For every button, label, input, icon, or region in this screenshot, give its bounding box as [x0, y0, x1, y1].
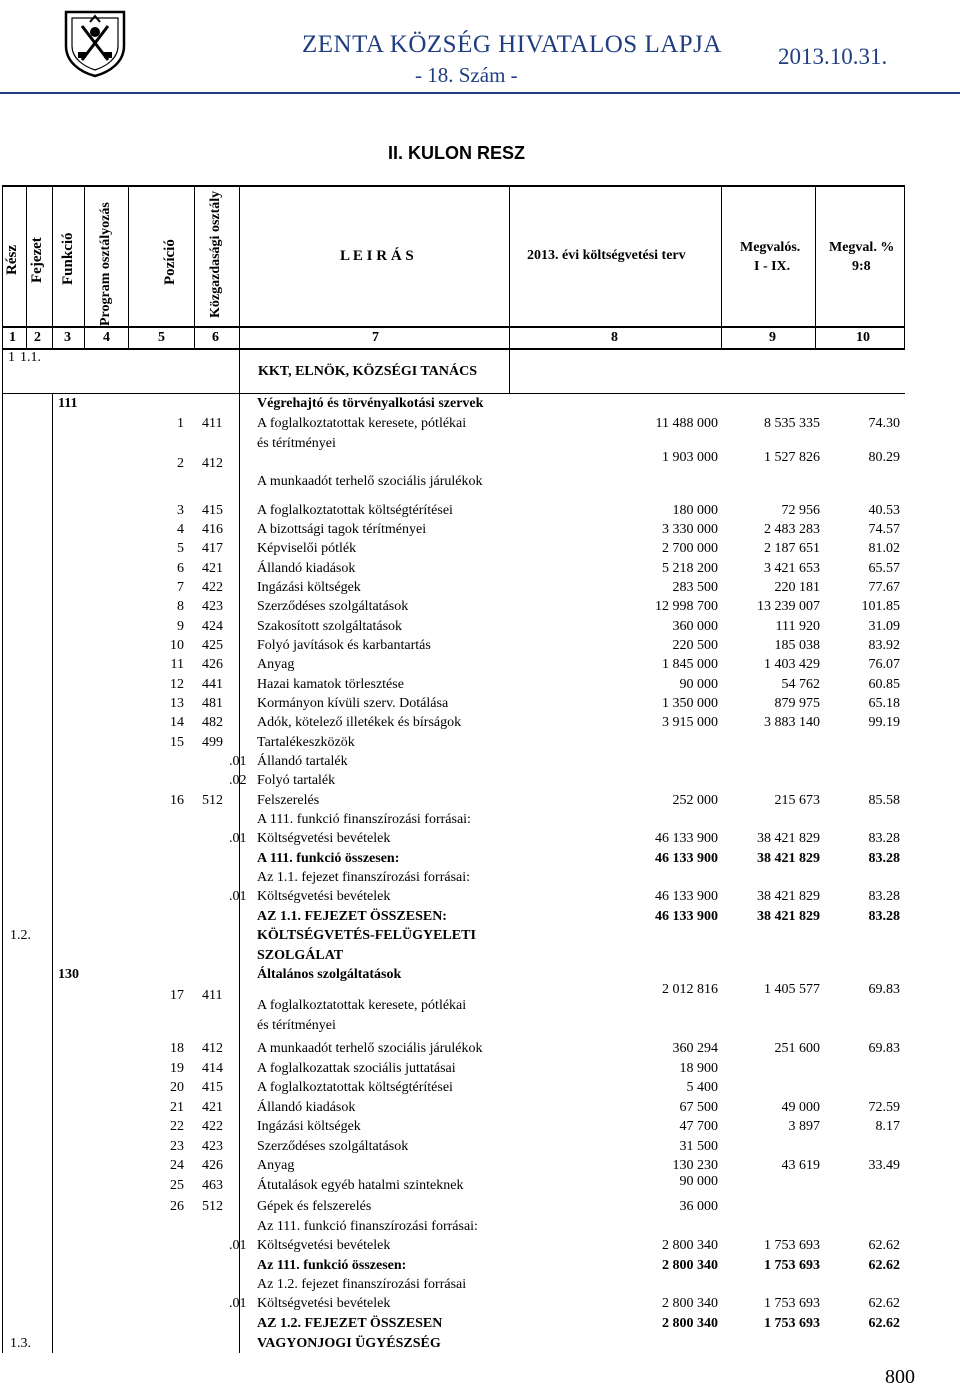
row-pozicio: 19 [170, 1061, 184, 1076]
row-kozgazd: 463 [202, 1178, 223, 1193]
row-funkcio: 111 [58, 396, 78, 411]
row-pct: 62.62 [868, 1316, 900, 1331]
row-actual: 1 753 693 [764, 1238, 820, 1253]
row-pct: 83.28 [868, 851, 900, 866]
row-description: Állandó kiadások [257, 561, 356, 576]
col-divider-pozicio [194, 185, 195, 349]
row-kozgazd: 425 [202, 638, 223, 653]
row-actual: 3 421 653 [764, 561, 820, 576]
row-pozicio: 7 [177, 580, 184, 595]
row-kozgazd: 421 [202, 561, 223, 576]
row-plan: 67 500 [679, 1100, 718, 1115]
row-description: Az 111. funkció finanszírozási forrásai: [257, 1219, 478, 1234]
row-pct: 83.92 [868, 638, 900, 653]
row-plan: 36 000 [679, 1199, 718, 1214]
row-kozgazd: 412 [202, 456, 223, 471]
col-header-pct: Megval. % [829, 240, 895, 255]
col-number: 5 [158, 330, 165, 345]
col-number: 6 [212, 330, 219, 345]
colnum-bottom-border [2, 348, 905, 350]
row-plan: 180 000 [672, 503, 718, 518]
row-description: Állandó kiadások [257, 1100, 356, 1115]
row-plan: 2 012 816 [662, 982, 718, 997]
row-kozgazd: 481 [202, 696, 223, 711]
row-description: Kormányon kívüli szerv. Dotálása [257, 696, 449, 711]
header-bottom-border [2, 326, 905, 328]
col-header-terv: 2013. évi költségvetési terv [527, 248, 686, 263]
row-kozgazd: .01 [229, 1296, 247, 1311]
row-kozgazd: .01 [229, 754, 247, 769]
row-description-cont: és térítményei [257, 436, 336, 451]
row-pct: 74.30 [868, 416, 900, 431]
row-actual: 1 405 577 [764, 982, 820, 997]
row-kozgazd: 421 [202, 1100, 223, 1115]
section-title: II. KULON RESZ [388, 143, 526, 163]
col-divider-fejezet [52, 185, 53, 349]
row-fejezet: 1.2. [10, 928, 31, 943]
row-kozgazd: 423 [202, 1139, 223, 1154]
row-kozgazd: 414 [202, 1061, 223, 1076]
row-pozicio: 18 [170, 1041, 184, 1056]
col-number: 4 [103, 330, 110, 345]
row-pct: 85.58 [868, 793, 900, 808]
row-plan: 2 800 340 [662, 1316, 718, 1331]
row-kozgazd: 415 [202, 503, 223, 518]
row-pct: 101.85 [861, 599, 900, 614]
row-plan: 3 915 000 [662, 715, 718, 730]
row-plan: 1 845 000 [662, 657, 718, 672]
row-plan: 130 230 [672, 1158, 718, 1173]
row-pozicio: 24 [170, 1158, 184, 1173]
col-header-fejezet: Fejezet [29, 237, 45, 283]
row-description: A foglalkoztatottak keresete, pótlékai [257, 416, 467, 431]
row-kozgazd: 441 [202, 677, 223, 692]
row-description: AZ 1.1. FEJEZET ÖSSZESEN: [257, 909, 447, 924]
row-pct: 69.83 [868, 982, 900, 997]
table-right-border [904, 185, 905, 349]
row-description: Végrehajtó és törvényalkotási szervek [257, 396, 484, 411]
row-kozgazd: 482 [202, 715, 223, 730]
header-rule [0, 92, 960, 94]
row-pct: 62.62 [868, 1258, 900, 1273]
col-header-funkcio: Funkció [60, 232, 76, 285]
row-kozgazd: 426 [202, 657, 223, 672]
col-header-kozgazd: Közgazdasági osztály [208, 190, 223, 318]
page-number: 800 [885, 1366, 915, 1388]
row-description: Szerződéses szolgáltatások [257, 599, 409, 614]
row-pct: 69.83 [868, 1041, 900, 1056]
row-pozicio: 15 [170, 735, 184, 750]
row-kozgazd: .01 [229, 831, 247, 846]
row-resz: 1 [8, 350, 15, 365]
row-kozgazd: 412 [202, 1041, 223, 1056]
row-actual: 3 883 140 [764, 715, 820, 730]
row-description: Anyag [257, 1158, 295, 1173]
row-actual: 1 403 429 [764, 657, 820, 672]
row-description: A 111. funkció finanszírozási forrásai: [257, 812, 471, 827]
row-actual: 1 753 693 [764, 1258, 820, 1273]
row-pct: 83.28 [868, 831, 900, 846]
col-header-program: Program osztályozás [98, 202, 113, 326]
row-pozicio: 2 [177, 456, 184, 471]
row-plan: 1 350 000 [662, 696, 718, 711]
col-header-megvalos: Megvalós. [740, 240, 801, 255]
col-divider-pct [815, 185, 816, 349]
row-kozgazd: 424 [202, 619, 223, 634]
row-pozicio: 10 [170, 638, 184, 653]
row-actual: 220 181 [774, 580, 820, 595]
row-plan: 46 133 900 [655, 851, 718, 866]
row-plan: 46 133 900 [655, 831, 718, 846]
row-actual: 3 897 [788, 1119, 820, 1134]
row-actual: 1 527 826 [764, 450, 820, 465]
row-pozicio: 6 [177, 561, 184, 576]
row-pozicio: 14 [170, 715, 184, 730]
row-pct: 8.17 [875, 1119, 900, 1134]
row-description: KÖLTSÉGVETÉS-FELÜGYELETI [257, 928, 476, 943]
row-kozgazd: .01 [229, 889, 247, 904]
row-pozicio: 3 [177, 503, 184, 518]
col-header-leiras: L E I R Á S [340, 248, 414, 264]
row-plan: 360 294 [672, 1041, 718, 1056]
row-description: Az 111. funkció összesen: [257, 1258, 407, 1273]
row-plan: 31 500 [679, 1139, 718, 1154]
row-pozicio: 9 [177, 619, 184, 634]
row-description-cont: SZOLGÁLAT [257, 948, 344, 963]
row-kozgazd: 426 [202, 1158, 223, 1173]
row-kozgazd: .01 [229, 1238, 247, 1253]
row-actual: 2 483 283 [764, 522, 820, 537]
col-divider-funkcio [52, 394, 53, 1353]
row-description: VAGYONJOGI ÜGYÉSZSÉG [257, 1336, 441, 1351]
issue-date: 2013.10.31. [778, 44, 888, 69]
kkt-row-bottom-border [2, 393, 905, 394]
table-left-border [2, 185, 3, 1353]
row-plan: 1 903 000 [662, 450, 718, 465]
row-description: Az 1.2. fejezet finanszírozási forrásai [257, 1277, 467, 1292]
row-description: Folyó tartalék [257, 773, 336, 788]
row-pct: 65.18 [868, 696, 900, 711]
row-actual: 1 753 693 [764, 1296, 820, 1311]
row-plan: 12 998 700 [655, 599, 718, 614]
row-fejezet: 1.1. [20, 350, 41, 365]
row-description: Költségvetési bevételek [257, 831, 391, 846]
col-divider-leiras-body [239, 350, 240, 1353]
row-description: A foglalkoztatottak keresete, pótlékai [257, 998, 467, 1013]
row-actual: 1 753 693 [764, 1316, 820, 1331]
row-kozgazd: 422 [202, 580, 223, 595]
col-number: 8 [611, 330, 618, 345]
row-pct: 80.29 [868, 450, 900, 465]
row-pct: 40.53 [868, 503, 900, 518]
row-pozicio: 20 [170, 1080, 184, 1095]
row-actual: 879 975 [774, 696, 820, 711]
row-pozicio: 16 [170, 793, 184, 808]
row-actual: 43 619 [781, 1158, 820, 1173]
row-pct: 72.59 [868, 1100, 900, 1115]
row-kozgazd: 417 [202, 541, 223, 556]
row-pozicio: 25 [170, 1178, 184, 1193]
row-actual: 111 920 [775, 619, 820, 634]
row-kozgazd: .02 [229, 773, 247, 788]
coat-of-arms-icon [60, 8, 130, 78]
row-pct: 62.62 [868, 1296, 900, 1311]
row-actual: 49 000 [781, 1100, 820, 1115]
row-actual: 13 239 007 [757, 599, 820, 614]
row-plan: 2 700 000 [662, 541, 718, 556]
row-description: Általános szolgáltatások [257, 967, 402, 982]
row-actual: 185 038 [774, 638, 820, 653]
row-kozgazd: 512 [202, 1199, 223, 1214]
row-pozicio: 22 [170, 1119, 184, 1134]
row-description-cont: és térítményei [257, 1018, 336, 1033]
row-description: Az 1.1. fejezet finanszírozási forrásai: [257, 870, 471, 885]
row-kozgazd: 512 [202, 793, 223, 808]
row-description: Felszerelés [257, 793, 320, 808]
row-description: Anyag [257, 657, 295, 672]
row-actual: 38 421 829 [757, 889, 820, 904]
row-description: Szakosított szolgáltatások [257, 619, 403, 634]
row-description: A 111. funkció összesen: [257, 851, 400, 866]
row-plan: 220 500 [672, 638, 718, 653]
row-kozgazd: 499 [202, 735, 223, 750]
col-divider-megvalos [721, 185, 722, 349]
col-number: 10 [856, 330, 870, 345]
row-pozicio: 23 [170, 1139, 184, 1154]
col-divider-funkcio-head [84, 185, 85, 349]
row-actual: 215 673 [774, 793, 820, 808]
col-header-pct-ratio: 9:8 [852, 259, 871, 274]
row-description: Állandó tartalék [257, 754, 348, 769]
col-divider-program [128, 185, 129, 349]
row-pozicio: 5 [177, 541, 184, 556]
row-description: A munkaadót terhelő szociális járulékok [257, 1041, 483, 1056]
col-header-resz: Rész [4, 245, 20, 275]
row-pct: 65.57 [868, 561, 900, 576]
row-plan: 46 133 900 [655, 909, 718, 924]
issue-number: - 18. Szám - [415, 63, 518, 87]
col-header-megvalos-period: I - IX. [754, 259, 791, 274]
row-kozgazd: 423 [202, 599, 223, 614]
row-plan: 18 900 [679, 1061, 718, 1076]
row-description: Gépek és felszerelés [257, 1199, 372, 1214]
row-pct: 74.57 [868, 522, 900, 537]
row-description: Képviselői pótlék [257, 541, 357, 556]
col-divider-terv [509, 185, 510, 394]
row-plan: 90 000 [679, 677, 718, 692]
col-header-pozicio: Pozíció [162, 239, 178, 285]
row-kozgazd: 422 [202, 1119, 223, 1134]
row-pct: 60.85 [868, 677, 900, 692]
col-divider-kozgazd [239, 185, 240, 349]
row-description: Költségvetési bevételek [257, 1238, 391, 1253]
row-plan: 5 218 200 [662, 561, 718, 576]
row-kozgazd: 416 [202, 522, 223, 537]
col-number: 7 [372, 330, 379, 345]
row-description: A munkaadót terhelő szociális járulékok [257, 474, 483, 489]
row-pozicio: 17 [170, 988, 184, 1003]
row-description: AZ 1.2. FEJEZET ÖSSZESEN [257, 1316, 443, 1331]
col-number: 1 [9, 330, 16, 345]
row-plan: 2 800 340 [662, 1238, 718, 1253]
row-actual: 54 762 [781, 677, 820, 692]
col-number: 2 [34, 330, 41, 345]
row-plan: 360 000 [672, 619, 718, 634]
row-kozgazd: 411 [202, 416, 223, 431]
row-description: Költségvetési bevételek [257, 889, 391, 904]
row-pozicio: 4 [177, 522, 184, 537]
page-header [0, 0, 960, 88]
row-description: Költségvetési bevételek [257, 1296, 391, 1311]
row-description: A foglalkoztatottak költségtérítései [257, 503, 453, 518]
row-plan: 47 700 [679, 1119, 718, 1134]
row-funkcio: 130 [58, 967, 79, 982]
row-actual: 72 956 [781, 503, 820, 518]
row-actual: 251 600 [774, 1041, 820, 1056]
row-pct: 62.62 [868, 1238, 900, 1253]
row-pozicio: 21 [170, 1100, 184, 1115]
row-actual: 38 421 829 [757, 851, 820, 866]
col-divider-resz [26, 185, 27, 349]
row-description: Adók, kötelező illetékek és bírságok [257, 715, 462, 730]
row-plan: 2 800 340 [662, 1296, 718, 1311]
row-pct: 76.07 [868, 657, 900, 672]
row-kozgazd: 411 [202, 988, 223, 1003]
row-pct: 77.67 [868, 580, 900, 595]
row-actual: 8 535 335 [764, 416, 820, 431]
row-plan: 11 488 000 [655, 416, 718, 431]
row-pozicio: 11 [170, 657, 184, 672]
row-plan: 252 000 [672, 793, 718, 808]
row-actual: 38 421 829 [757, 831, 820, 846]
row-pct: 81.02 [868, 541, 900, 556]
row-actual: 38 421 829 [757, 909, 820, 924]
row-pozicio: 12 [170, 677, 184, 692]
row-description: Átutalások egyéb hatalmi szinteknek [257, 1178, 464, 1193]
row-fejezet: 1.3. [10, 1336, 31, 1351]
row-description: A foglalkozattak szociális juttatásai [257, 1061, 456, 1076]
row-pct: 33.49 [868, 1158, 900, 1173]
row-plan: 2 800 340 [662, 1258, 718, 1273]
col-number: 3 [64, 330, 71, 345]
row-kozgazd: 415 [202, 1080, 223, 1095]
row-pozicio: 8 [177, 599, 184, 614]
row-plan: 5 400 [686, 1080, 718, 1095]
row-pct: 83.28 [868, 909, 900, 924]
col-number: 9 [769, 330, 776, 345]
row-description: A foglalkoztatottak költségtérítései [257, 1080, 453, 1095]
row-description: Ingázási költségek [257, 1119, 361, 1134]
row-plan: 46 133 900 [655, 889, 718, 904]
row-pct: 31.09 [868, 619, 900, 634]
row-pozicio: 1 [177, 416, 184, 431]
row-plan: 283 500 [672, 580, 718, 595]
row-pct: 99.19 [868, 715, 900, 730]
row-pct: 83.28 [868, 889, 900, 904]
row-description: Ingázási költségek [257, 580, 361, 595]
row-pozicio: 13 [170, 696, 184, 711]
row-actual: 2 187 651 [764, 541, 820, 556]
row-plan: 90 000 [679, 1174, 718, 1189]
row-pozicio: 26 [170, 1199, 184, 1214]
publication-title: ZENTA KÖZSÉG HIVATALOS LAPJA [302, 31, 722, 58]
row-description: Tartalékeszközök [257, 735, 355, 750]
row-plan: 3 330 000 [662, 522, 718, 537]
row-description: KKT, ELNÖK, KÖZSÉGI TANÁCS [258, 364, 477, 379]
row-description: A bizottsági tagok térítményei [257, 522, 427, 537]
table-top-border [2, 185, 905, 187]
row-description: Szerződéses szolgáltatások [257, 1139, 409, 1154]
row-description: Hazai kamatok törlesztése [257, 677, 404, 692]
row-description: Folyó javítások és karbantartás [257, 638, 431, 653]
